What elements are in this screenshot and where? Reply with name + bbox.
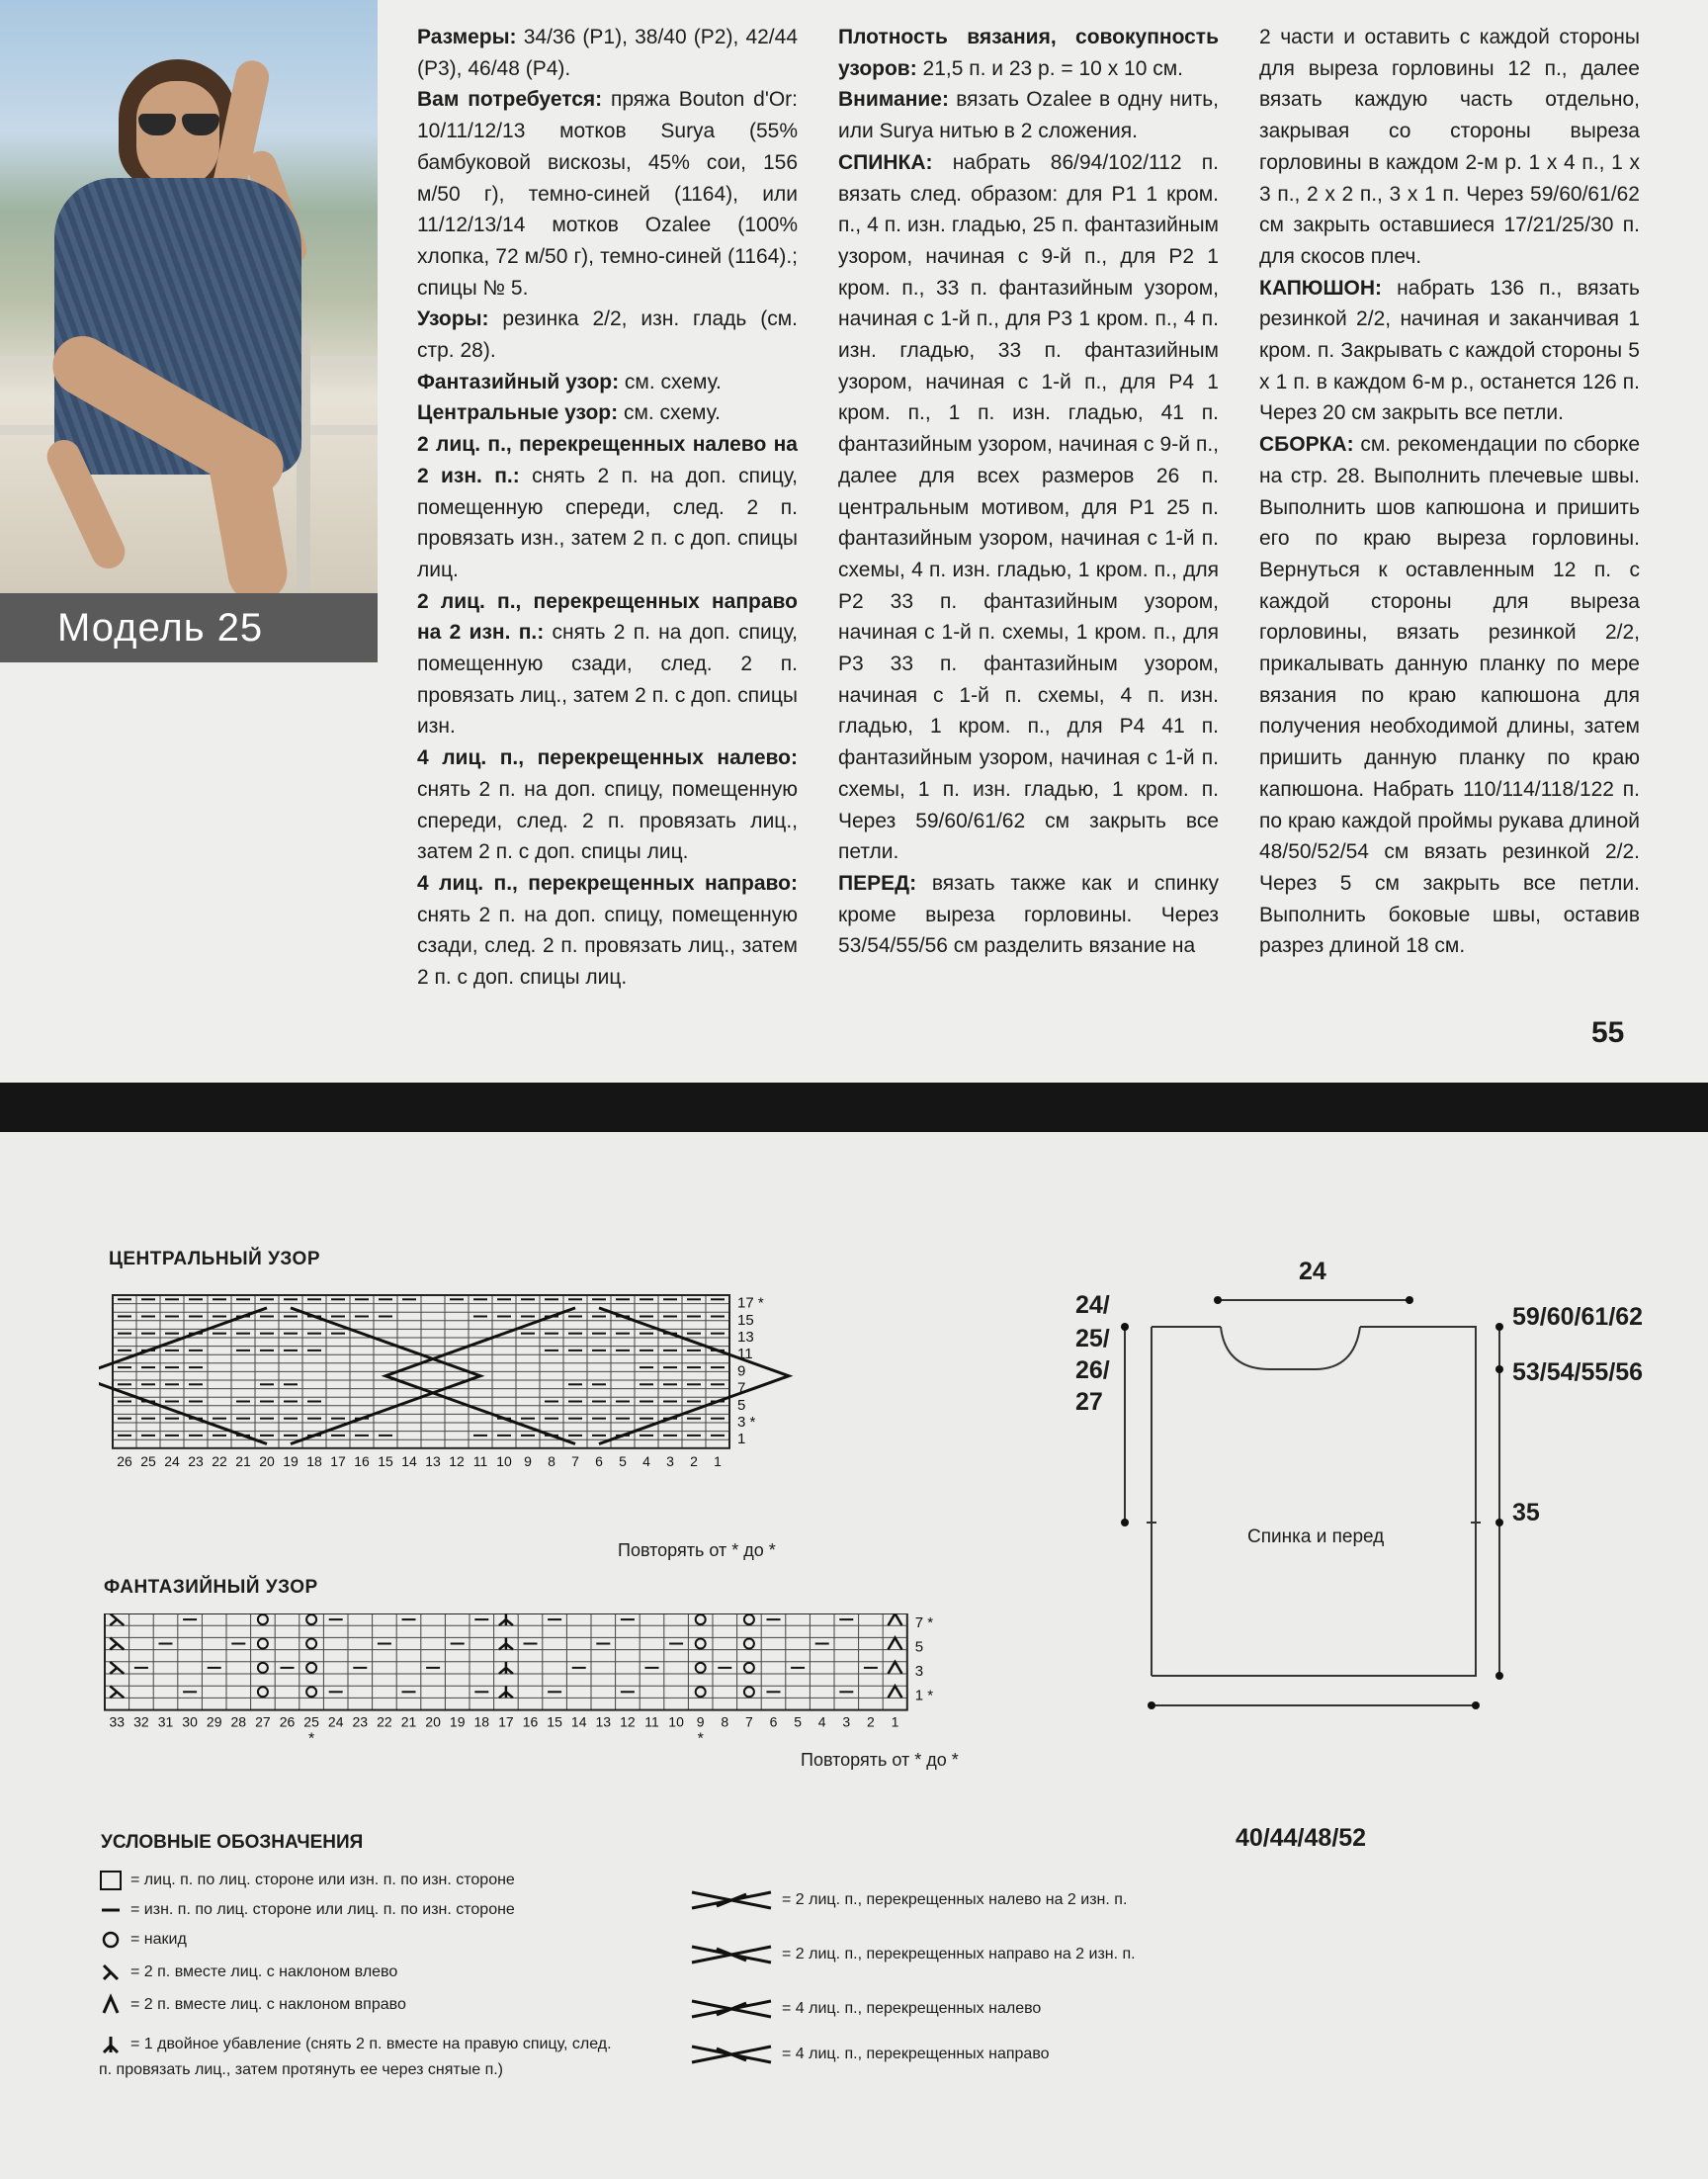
stitch-symbol — [499, 1638, 513, 1650]
stitch-symbol — [696, 1614, 706, 1624]
column-label: 27 — [255, 1713, 271, 1730]
column-label: 22 — [212, 1452, 227, 1469]
cable-4-right-icon — [687, 2041, 776, 2068]
stitch-symbol — [889, 1662, 902, 1674]
stitch-symbol — [110, 1686, 124, 1698]
paragraph-text: вязать Ozalee в одну нить, или Surya нитью в 2 сложения. — [838, 88, 1219, 143]
column-label: 2 — [690, 1452, 698, 1469]
paragraph-heading: СБОРКА: — [1259, 433, 1354, 457]
legend-item — [99, 1898, 515, 1922]
cable-line — [599, 1308, 789, 1444]
column-label: 1 — [891, 1713, 899, 1730]
column-label: 6 — [595, 1452, 603, 1469]
column-label: 12 — [449, 1452, 465, 1469]
paragraph-heading: 2 лиц. п., перекрещенных налево на 2 изн. п.: — [417, 433, 798, 487]
paragraph — [838, 147, 1219, 868]
schematic-outline — [1152, 1327, 1476, 1676]
stitch-symbol — [744, 1639, 754, 1649]
column-label: 14 — [570, 1713, 587, 1730]
column-label: 5 — [619, 1452, 627, 1469]
paragraph-heading: Вам потребуется: — [417, 88, 603, 112]
legend-text: = 2 лиц. п., перекрещенных направо на 2 изн. п. — [782, 1946, 1136, 1963]
paragraph-text: набрать 136 п., вязать резинкой 2/2, начиная и заканчивая 1 кром. п. Закрывать с каждой стороны 5 х 1 п. в каждом 6-м р., останется 126 п. Через 20 см закрыть все петли. — [1259, 276, 1640, 425]
column-label: 26 — [279, 1713, 296, 1730]
stitch-symbol — [499, 1662, 513, 1674]
legend-text: = 2 п. вместе лиц. с наклоном влево — [130, 1963, 398, 1981]
column-label: 23 — [188, 1452, 204, 1469]
purl-symbol-icon — [99, 1898, 125, 1922]
stitch-symbol — [258, 1687, 268, 1697]
column-label: 24 — [327, 1713, 344, 1730]
legend-title: УСЛОВНЫЕ ОБОЗНАЧЕНИЯ — [101, 1832, 364, 1853]
paragraph-text: 2 части и оставить с каждой стороны для выреза горловины 12 п., далее вязать каждую часть отдельно, закрывая со стороны выреза горловины в каждом 2-м р. 1 х 4 п., 1 х 3 п., 2 х 2 п., 3 х 1 п. Через 59/60/61/62 см закрыть оставшиеся 17/21/25/30 п. для скосов плеч. — [1259, 26, 1640, 268]
schematic-label: Спинка и перед — [1247, 1526, 1385, 1547]
garment-schematic — [1068, 1256, 1661, 1888]
column-label: 28 — [230, 1713, 247, 1730]
paragraph-heading: Фантазийный узор: — [417, 370, 620, 393]
legend-text: = 4 лиц. п., перекрещенных направо — [782, 2046, 1050, 2063]
paragraph — [838, 22, 1219, 84]
paragraph-text: снять 2 п. на доп. спицу, помещенную сзади, след. 2 п. провязать лиц., затем 2 п. с доп. спицы изн. — [417, 621, 798, 739]
stitch-symbol — [744, 1687, 754, 1697]
stitch-symbol — [889, 1686, 902, 1698]
cable-2-over-2-right-icon — [687, 1941, 776, 1968]
legend-item — [99, 1961, 397, 1984]
paragraph-heading: Плотность вязания, совокупность узоров: — [838, 26, 1219, 80]
column-label: 13 — [595, 1713, 612, 1730]
row-label: 7 — [737, 1379, 746, 1397]
model-caption: Модель 25 — [0, 593, 378, 662]
column-label: 17 — [498, 1713, 514, 1730]
column-label: 3 — [666, 1452, 674, 1469]
stitch-symbol — [889, 1638, 902, 1650]
central-pattern-chart — [99, 1285, 811, 1562]
row-label: 5 — [914, 1638, 924, 1656]
paragraph-heading: Размеры: — [417, 26, 517, 48]
paragraph-heading: КАПЮШОН: — [1259, 276, 1383, 300]
legend-text: = 4 лиц. п., перекрещенных налево — [782, 2000, 1042, 2018]
yarn-over-icon — [99, 1928, 125, 1952]
row-label: 5 — [737, 1396, 746, 1414]
column-label: 15 — [378, 1452, 393, 1469]
stitch-symbol — [696, 1639, 706, 1649]
paragraph-heading: 4 лиц. п., перекрещенных направо: — [417, 871, 798, 895]
column-label: 13 — [425, 1452, 441, 1469]
column-label: 15 — [547, 1713, 562, 1730]
paragraph-heading: Узоры: — [417, 307, 489, 331]
paragraph-text: снять 2 п. на доп. спицу, помещенную спереди, след. 2 п. провязать лиц., затем 2 п. с доп. спицы лиц. — [417, 777, 798, 864]
column-label: 20 — [259, 1452, 275, 1469]
legend-item — [99, 1928, 187, 1952]
row-label: 3 — [914, 1663, 924, 1680]
column-label: 25 — [303, 1713, 319, 1730]
row-label: 1 * — [914, 1687, 934, 1704]
paragraph — [417, 367, 798, 398]
text-column-3 — [1259, 22, 1640, 962]
schematic-neck-depth: 53/54/55/56 — [1512, 1358, 1644, 1386]
paragraph — [417, 84, 798, 304]
schematic-top-width: 24 — [1299, 1258, 1326, 1285]
column-label: 14 — [401, 1452, 417, 1469]
paragraph-text: 34/36 (Р1), 38/40 (Р2), 42/44 (Р3), 46/48 (Р4). — [417, 26, 798, 80]
column-label: 9 — [696, 1713, 705, 1730]
schematic-bottom-width: 40/44/48/52 — [1236, 1824, 1367, 1852]
paragraph-heading: 2 лиц. п., перекрещенных направо на 2 изн. п.: — [417, 589, 798, 645]
schematic-side-height: 35 — [1512, 1499, 1540, 1526]
paragraph-text: снять 2 п. на доп. спицу, помещенную спереди, след. 2 п. провязать изн., затем 2 п. с доп. спицы лиц. — [417, 464, 798, 581]
column-label: 18 — [306, 1452, 322, 1469]
column-label: 29 — [206, 1713, 222, 1730]
paragraph — [1259, 273, 1640, 430]
column-label: 21 — [400, 1713, 417, 1730]
column-label: 32 — [133, 1713, 149, 1730]
paragraph-text: вязать также как и спинку кроме выреза горловины. Через 53/54/55/56 см разделить вязание на — [838, 871, 1219, 958]
row-label: 13 — [737, 1329, 754, 1346]
column-label: 20 — [425, 1713, 441, 1730]
column-label: 10 — [668, 1713, 684, 1730]
column-label: 33 — [109, 1713, 126, 1730]
column-label: 17 — [330, 1452, 346, 1469]
schematic-left-height-3: 26/ — [1075, 1356, 1110, 1384]
row-label: 17 * — [737, 1294, 764, 1312]
column-label: 11 — [472, 1452, 488, 1469]
central-pattern-title: ЦЕНТРАЛЬНЫЙ УЗОР — [109, 1249, 321, 1269]
paragraph-text: см. рекомендации по сборке на стр. 28. Выполнить плечевые швы. Выполнить шов капюшона и пришить его по краю выреза горловины. Вернуться к оставленным 12 п. с каждой стороны для выреза горловины, вязать резинкой 2/2, прикалывать данную планку по мере вязания по краю капюшона для получения необходимой длины, затем пришить данную планку по краю капюшона. Набрать 110/114/118/122 п. по краю каждой проймы рукава длиной 48/50/52/54 см вязать резинкой 2/2. Через 5 см закрыть все петли. Выполнить боковые швы, оставив разрез длиной 18 см. — [1259, 433, 1640, 958]
row-label: 7 * — [914, 1614, 934, 1632]
stitch-symbol — [696, 1663, 706, 1673]
stitch-symbol — [499, 1613, 513, 1625]
paragraph-heading: Центральные узор: — [417, 401, 619, 425]
legend-text: = 1 двойное убавление (снять 2 п. вместе на правую спицу, след. п. провязать лиц., затем протянуть ее через снятые п.) — [99, 2036, 612, 2078]
paragraph — [1259, 429, 1640, 962]
stitch-symbol — [744, 1663, 754, 1673]
paragraph — [417, 429, 798, 586]
legend-item — [687, 1941, 1136, 1968]
schematic-left-height-4: 27 — [1075, 1388, 1103, 1416]
stitch-symbol — [696, 1687, 706, 1697]
k2tog-left-icon — [99, 1961, 125, 1984]
paragraph-text: пряжа Bouton d'Or: 10/11/12/13 мотков Surya (55% бамбуковой вискозы, 45% сои, 156 м/50 г), темно-синей (1164), или 11/12/13/14 мотков Ozalee (100% хлопка, 72 м/50 г), темно-синей (1164).; спицы № 5. — [417, 88, 798, 300]
legend-text: = 2 лиц. п., перекрещенных налево на 2 изн. п. — [782, 1891, 1128, 1909]
column-label: 10 — [496, 1452, 512, 1469]
page-number: 55 — [1591, 1016, 1625, 1049]
legend-item — [99, 2032, 613, 2083]
legend-text: = 2 п. вместе лиц. с наклоном вправо — [130, 1996, 406, 2014]
paragraph — [417, 586, 798, 743]
stitch-symbol — [306, 1639, 316, 1649]
paragraph-text: 21,5 п. и 23 р. = 10 х 10 см. — [916, 56, 1183, 80]
legend-text: = изн. п. по лиц. стороне или лиц. п. по изн. стороне — [130, 1901, 515, 1919]
text-column-1 — [417, 22, 798, 994]
column-label: 3 — [842, 1713, 851, 1730]
row-label: 1 — [737, 1431, 746, 1448]
stitch-symbol — [306, 1663, 316, 1673]
column-label: 11 — [644, 1713, 659, 1730]
stitch-symbol — [258, 1639, 268, 1649]
paragraph-text: резинка 2/2, изн. гладь (см. стр. 28). — [417, 307, 798, 363]
fancy-repeat-note: Повторять от * до * — [801, 1750, 959, 1770]
stitch-symbol — [110, 1662, 124, 1674]
paragraph — [838, 84, 1219, 146]
schematic-total-height: 59/60/61/62 — [1512, 1303, 1644, 1331]
legend-item — [687, 2041, 1050, 2068]
stitch-symbol — [889, 1613, 902, 1625]
schematic-left-height-1: 24/ — [1075, 1291, 1110, 1319]
magazine-page-55 — [0, 0, 1708, 1083]
column-label: 23 — [352, 1713, 369, 1730]
paragraph-heading: СПИНКА: — [838, 150, 933, 174]
paragraph — [417, 22, 798, 84]
row-label: 11 — [737, 1346, 753, 1363]
repeat-star: * — [307, 1730, 315, 1748]
paragraph-text: снять 2 п. на доп. спицу, помещенную сзади, след. 2 п. провязать лиц., затем 2 п. с доп. спицы лиц. — [417, 903, 798, 990]
cable-line — [99, 1308, 267, 1444]
legend-item — [687, 1886, 1127, 1914]
row-label: 15 — [737, 1311, 754, 1329]
text-column-2 — [838, 22, 1219, 962]
row-label: 9 — [737, 1362, 746, 1380]
central-repeat-note: Повторять от * до * — [618, 1540, 776, 1560]
column-label: 12 — [620, 1713, 636, 1730]
model-photo — [0, 0, 378, 662]
legend-item — [99, 1869, 515, 1892]
knit-symbol-icon — [99, 1869, 125, 1892]
page-gap — [0, 1083, 1708, 1132]
sunglasses — [136, 114, 221, 135]
column-label: 25 — [140, 1452, 156, 1469]
legend-text: = накид — [130, 1931, 187, 1949]
legend-item — [687, 1995, 1041, 2023]
column-label: 26 — [117, 1452, 132, 1469]
column-label: 7 — [745, 1713, 753, 1730]
paragraph-text: см. схему. — [619, 370, 722, 393]
double-decrease-icon — [99, 2033, 125, 2056]
stitch-symbol — [306, 1614, 316, 1624]
column-label: 6 — [769, 1713, 778, 1730]
column-label: 2 — [867, 1713, 875, 1730]
legend-item — [99, 1993, 406, 2017]
column-label: 30 — [182, 1713, 198, 1730]
column-label: 8 — [721, 1713, 729, 1730]
fancy-pattern-title: ФАНТАЗИЙНЫЙ УЗОР — [104, 1577, 318, 1598]
k2tog-right-icon — [99, 1993, 125, 2017]
paragraph-heading: 4 лиц. п., перекрещенных налево: — [417, 746, 798, 770]
column-label: 4 — [642, 1452, 650, 1469]
paragraph — [417, 868, 798, 994]
column-label: 5 — [794, 1713, 802, 1730]
column-label: 16 — [522, 1713, 539, 1730]
paragraph-text: см. схему. — [618, 401, 721, 425]
paragraph-text: набрать 86/94/102/112 п. вязать след. образом: для Р1 1 кром. п., 4 п. изн. гладью, 25 п. фантазийным узором, начиная с 9-й п., для Р2 1 кром. п., 33 п. фантазийным узором, начиная с 1-й п., для Р3 1 кром. п., 4 п. изн. гладью, 33 п. фантазийным узором, начиная с 1-й п., для Р4 1 кром. п., 1 п. изн. гладью, 41 п. фантазийным узором, начиная с 9-й п., далее для всех размеров 26 п. центральным мотивом, для Р1 25 п. фантазийным узором, начиная с 1-й п. схемы, 4 п. изн. гладью, 1 кром. п., для Р2 33 п. фантазийным узором, начиная с 1-й п. схемы, 1 кром. п., для Р3 33 п. фантазийным узором, начиная с 1-й п. схемы, 4 п. изн. гладью, 1 кром. п., для Р4 41 п. фантазийным узором, начиная с 1-й п. схемы, 1 п. изн. гладью, 1 кром. п. Через 59/60/61/62 см закрыть все петли. — [838, 150, 1219, 864]
column-label: 24 — [164, 1452, 180, 1469]
stitch-symbol — [258, 1663, 268, 1673]
paragraph — [417, 742, 798, 868]
column-label: 21 — [235, 1452, 251, 1469]
column-label: 4 — [817, 1713, 826, 1730]
column-label: 8 — [548, 1452, 555, 1469]
stitch-symbol — [258, 1614, 268, 1624]
paragraph — [417, 304, 798, 366]
legend-text: = лиц. п. по лиц. стороне или изн. п. по изн. стороне — [130, 1872, 515, 1889]
column-label: 18 — [473, 1713, 490, 1730]
column-label: 9 — [524, 1452, 532, 1469]
column-label: 7 — [571, 1452, 579, 1469]
cable-2-over-2-left-icon — [687, 1886, 776, 1914]
column-label: 22 — [377, 1713, 392, 1730]
column-label: 31 — [157, 1713, 174, 1730]
schematic-neckline — [1221, 1327, 1360, 1369]
column-label: 16 — [354, 1452, 370, 1469]
paragraph-heading: Внимание: — [838, 88, 949, 112]
column-label: 19 — [449, 1713, 466, 1730]
paragraph — [838, 868, 1219, 962]
paragraph — [1259, 22, 1640, 273]
paragraph-heading: ПЕРЕД: — [838, 871, 917, 895]
schematic-left-height-2: 25/ — [1075, 1325, 1110, 1352]
repeat-star: * — [697, 1730, 704, 1748]
stitch-symbol — [110, 1638, 124, 1650]
stitch-symbol — [744, 1614, 754, 1624]
fancy-pattern-chart — [99, 1613, 969, 1762]
paragraph — [417, 397, 798, 429]
stitch-symbol — [499, 1686, 513, 1698]
stitch-symbol — [110, 1613, 124, 1625]
stitch-symbol — [306, 1687, 316, 1697]
cable-4-left-icon — [687, 1995, 776, 2023]
row-label: 3 * — [737, 1414, 756, 1431]
column-label: 1 — [714, 1452, 722, 1469]
column-label: 19 — [283, 1452, 299, 1469]
